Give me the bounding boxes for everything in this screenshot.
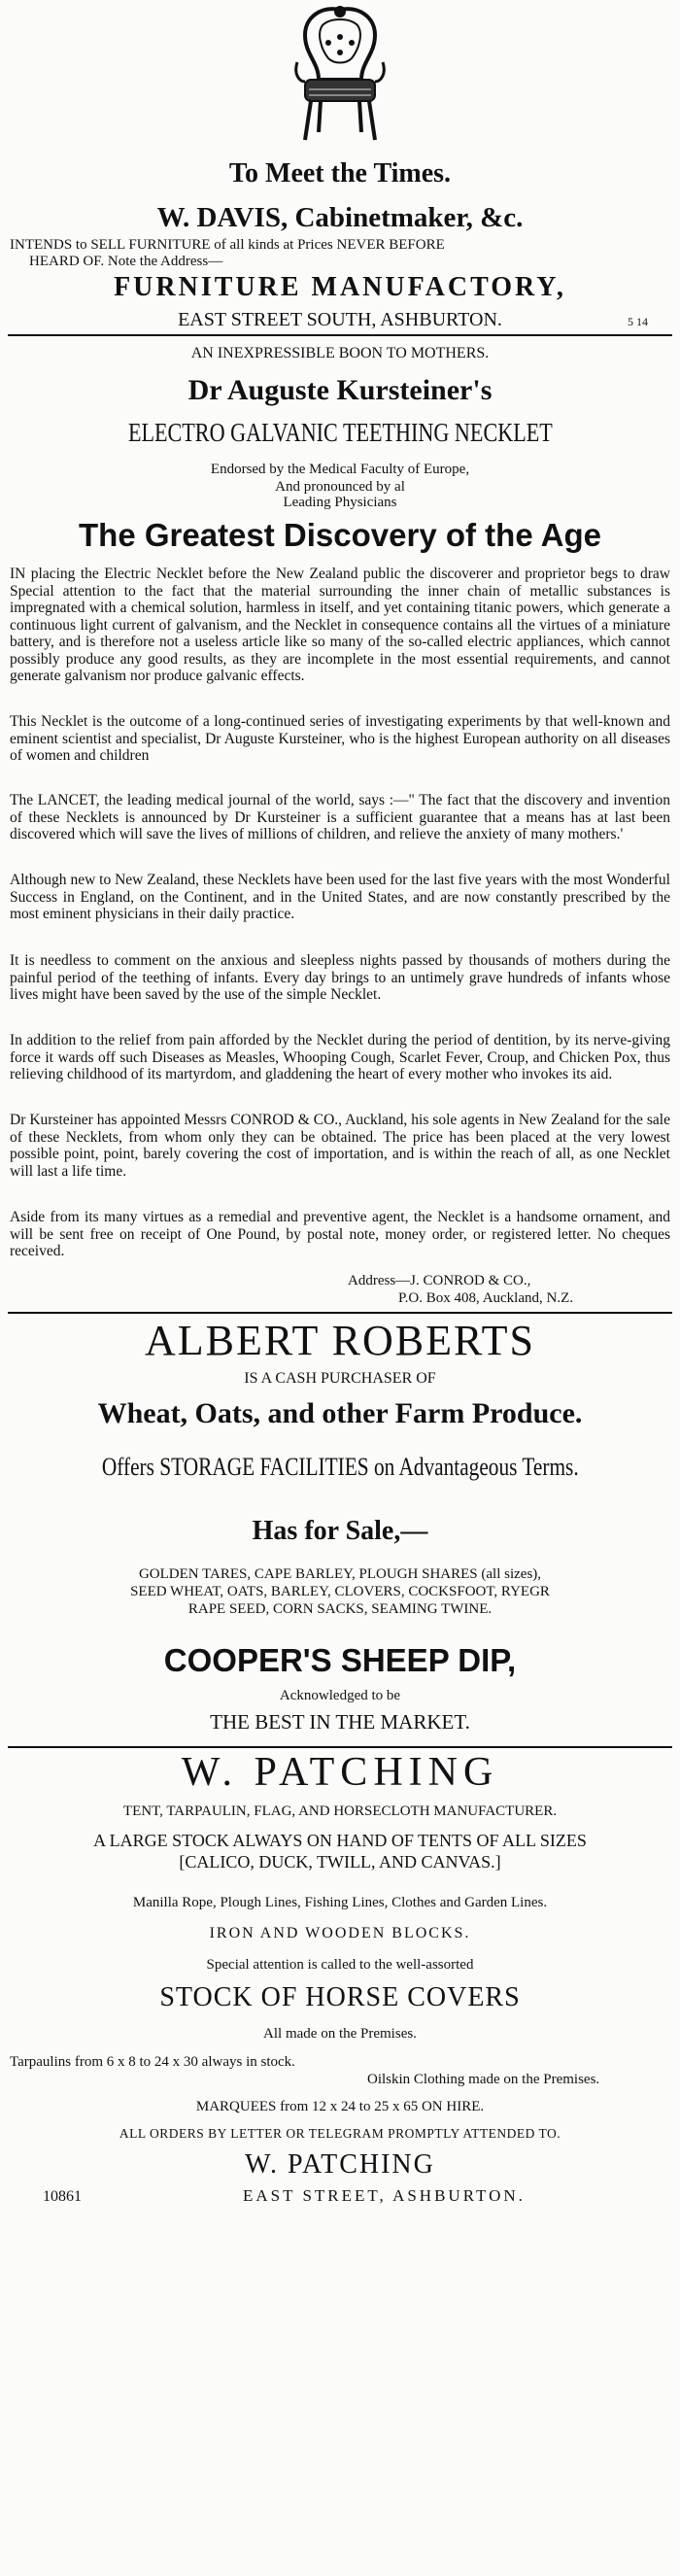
- paragraph: It is needless to comment on the anxious and sleepless nights passed by thousands of mothers during the painful period of the teething of infants. Every day brings to an untimely grave hundreds of infants whose lives might have been saved by the use of the simple Necklet.: [10, 952, 670, 1003]
- paragraph: Aside from its many virtues as a remedial and preventive agent, the Necklet is a handsome ornament, and will be sent free on receipt of One Pound, by postal note, money order, or registered letter. No cheques received.: [10, 1209, 670, 1259]
- sale-list: GOLDEN TARES, CAPE BARLEY, PLOUGH SHARES (all sizes),: [138, 1566, 542, 1582]
- patching-address: EAST STREET, ASHBURTON.: [243, 2186, 526, 2205]
- factory-name: FURNITURE MANUFACTORY,: [114, 272, 566, 302]
- stock-line-2: [CALICO, DUCK, TWILL, AND CANVAS.]: [179, 1852, 501, 1872]
- ad-headline: To Meet the Times.: [228, 158, 452, 189]
- chair-illustration: [291, 4, 389, 150]
- ad-ref: 5 14: [628, 315, 648, 328]
- tarpaulin-line: Tarpaulins from 6 x 8 to 24 x 30 always in stock.: [10, 2054, 295, 2070]
- acknowledged-line: Acknowledged to be: [279, 1688, 401, 1703]
- boon-line: AN INEXPRESSIBLE BOON TO MOTHERS.: [190, 345, 490, 361]
- trade-line: TENT, TARPAULIN, FLAG, AND HORSECLOTH MANUFACTURER.: [122, 1803, 558, 1819]
- attention-line: Special attention is called to the well-assorted: [206, 1957, 474, 1973]
- patching-name-2: W. PATCHING: [245, 2149, 435, 2180]
- ad-ref: 10861: [43, 2188, 82, 2205]
- marquees-line: MARQUEES from 12 x 24 to 25 x 65 ON HIRE.: [195, 2099, 485, 2114]
- divider: [8, 334, 672, 336]
- paragraph: This Necklet is the outcome of a long-continued series of investigating experiments by that well-known and eminent scientist and specialist, Dr Auguste Kursteiner, who is the highest European authority on all diseases of women and children: [10, 713, 670, 764]
- oilskin-line: Oilskin Clothing made on the Premises.: [367, 2072, 600, 2087]
- sale-list-3: RAPE SEED, CORN SACKS, SEAMING TWINE.: [187, 1601, 493, 1617]
- intro-line-2: HEARD OF. Note the Address—: [29, 254, 223, 269]
- purchaser-line: IS A CASH PURCHASER OF: [244, 1370, 436, 1387]
- rope-line: Manilla Rope, Plough Lines, Fishing Lines, Clothes and Garden Lines.: [132, 1895, 548, 1910]
- endorse-line-3: Leading Physicians: [283, 495, 397, 510]
- factory-address: EAST STREET SOUTH, ASHBURTON.: [178, 309, 502, 330]
- paragraph: In addition to the relief from pain afforded by the Necklet during the period of dentition, by its nerve-giving force it wards off such Diseases as Measles, Whooping Cough, Scarlet Fever, Croup, and Chicken Pox, thus relieving childhood of its martyrdom, and gladdening the heart of every mother who invokes its aid.: [10, 1032, 670, 1082]
- patching-name: W. PATCHING: [181, 1750, 499, 1795]
- sale-list-2: SEED WHEAT, OATS, BARLEY, CLOVERS, COCKSFOOT, RYEGR: [130, 1584, 550, 1599]
- agent-address: Address—J. CONROD & CO.,: [348, 1273, 531, 1288]
- discovery-headline: The Greatest Discovery of the Age: [79, 517, 601, 553]
- orders-line: ALL ORDERS BY LETTER OR TELEGRAM PROMPTLY ATTENDED TO.: [119, 2126, 561, 2141]
- premises-line: All made on the Premises.: [263, 2026, 417, 2042]
- storage-line: [0, 1453, 680, 1482]
- produce-line: Wheat, Oats, and other Farm Produce.: [97, 1397, 583, 1429]
- paragraph: Dr Kursteiner has appointed Messrs CONROD & CO., Auckland, his sole agents in New Zealand for the sale of these Necklets, from whom only they can be obtained. The price has been placed at the very lowest possible point, point, barely covering the cost of importation, and is within the reach of all, as one Necklet will last a life time.: [10, 1112, 670, 1180]
- agent-address-2: P.O. Box 408, Auckland, N.Z.: [398, 1290, 573, 1306]
- endorse-line-2: And pronounced by al: [275, 479, 405, 495]
- stock-line: A LARGE STOCK ALWAYS ON HAND OF TENTS OF ALL SIZES: [93, 1831, 587, 1850]
- endorse-line: Endorsed by the Medical Faculty of Europe,: [210, 462, 470, 477]
- sale-heading: Has for Sale,—: [252, 1516, 428, 1546]
- divider: [8, 1312, 672, 1314]
- divider: [8, 1746, 672, 1748]
- sheep-dip: COOPER'S SHEEP DIP,: [163, 1642, 517, 1678]
- business-name: W. DAVIS, Cabinetmaker, &c.: [156, 202, 524, 233]
- product-name: [0, 418, 680, 448]
- doctor-name: Dr Auguste Kursteiner's: [187, 374, 493, 406]
- merchant-name: ALBERT ROBERTS: [144, 1317, 536, 1364]
- storage-line-text: Offers STORAGE FACILITIES on Advantageous Terms.: [101, 1453, 579, 1481]
- paragraph: Although new to New Zealand, these Necklets have been used for the last five years with the most Wonderful Success in England, on the Continent, and in the United States, and are now constantly prescribed by the most eminent physicians in their daily practice.: [10, 872, 670, 922]
- product-name-text: ELECTRO GALVANIC TEETHING NECKLET: [127, 418, 553, 447]
- paragraph: The LANCET, the leading medical journal of the world, says :—" The fact that the discovery and invention of these Necklets is announced by Dr Kursteiner is a sufficient guarantee that a means has at last been discovered which will save the lives of millions of children, and relieve the anxiety of many mothers.': [10, 792, 670, 842]
- intro-line: INTENDS to SELL FURNITURE of all kinds at Prices NEVER BEFORE: [10, 237, 445, 253]
- best-in-market: THE BEST IN THE MARKET.: [210, 1710, 470, 1734]
- horse-covers: STOCK OF HORSE COVERS: [159, 1982, 521, 2012]
- paragraph: IN placing the Electric Necklet before the New Zealand public the discoverer and proprietor begs to draw Special attention to the fact that the material surrounding the inner chain of metallic substances is impregnated with a chemical solution, harmless in itself, and yet containing titanic powers, which generate a continuous light current of galvanism, and the Necklet in consequence contains all the virtues of a miniature battery, and is therefore not a useless article like so many of the so-called electric appliances, which cannot possibly produce any good results, as they are incomplete in the most essential requirements, and cannot generate galvanism nor produce galvanic effects.: [10, 566, 670, 684]
- blocks-line: IRON AND WOODEN BLOCKS.: [209, 1925, 471, 1941]
